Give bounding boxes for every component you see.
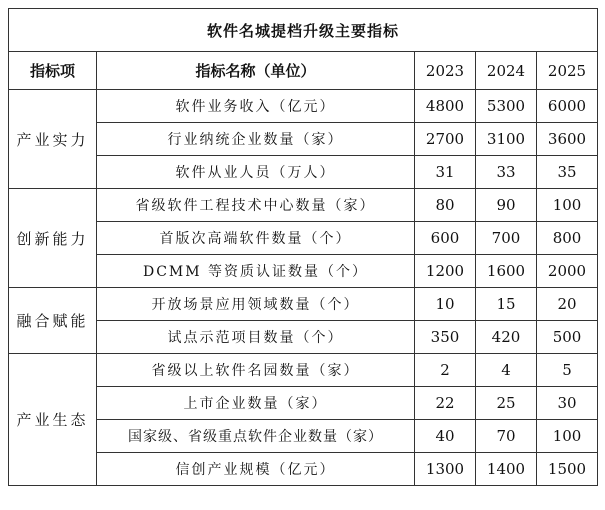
value-cell: 2700 bbox=[415, 123, 476, 156]
value-cell: 15 bbox=[476, 288, 537, 321]
header-indicator: 指标名称（单位） bbox=[97, 52, 415, 90]
table-row bbox=[9, 90, 598, 123]
value-cell: 600 bbox=[415, 222, 476, 255]
indicator-cell: 省级以上软件名园数量（家） bbox=[97, 354, 415, 387]
header-category: 指标项 bbox=[9, 52, 97, 90]
header-year-2024: 2024 bbox=[476, 52, 537, 90]
value-cell: 350 bbox=[415, 321, 476, 354]
value-cell: 25 bbox=[476, 387, 537, 420]
value-cell: 1600 bbox=[476, 255, 537, 288]
value-cell: 22 bbox=[415, 387, 476, 420]
category-cell: 创新能力 bbox=[9, 189, 97, 288]
value-cell: 800 bbox=[537, 222, 598, 255]
value-cell: 3600 bbox=[537, 123, 598, 156]
table-row bbox=[9, 387, 598, 420]
value-cell: 1500 bbox=[537, 453, 598, 486]
header-year-2023: 2023 bbox=[415, 52, 476, 90]
table-row bbox=[9, 354, 598, 387]
indicator-cell: 试点示范项目数量（个） bbox=[97, 321, 415, 354]
indicator-cell: 开放场景应用领域数量（个） bbox=[97, 288, 415, 321]
table-row bbox=[9, 453, 598, 486]
value-cell: 31 bbox=[415, 156, 476, 189]
table-row bbox=[9, 123, 598, 156]
value-cell: 70 bbox=[476, 420, 537, 453]
table-row bbox=[9, 222, 598, 255]
value-cell: 4800 bbox=[415, 90, 476, 123]
header-row bbox=[9, 52, 598, 90]
value-cell: 100 bbox=[537, 189, 598, 222]
value-cell: 1300 bbox=[415, 453, 476, 486]
table-row bbox=[9, 321, 598, 354]
value-cell: 100 bbox=[537, 420, 598, 453]
value-cell: 2 bbox=[415, 354, 476, 387]
indicator-cell: 上市企业数量（家） bbox=[97, 387, 415, 420]
table-row bbox=[9, 189, 598, 222]
table-row bbox=[9, 288, 598, 321]
value-cell: 35 bbox=[537, 156, 598, 189]
value-cell: 500 bbox=[537, 321, 598, 354]
table-row bbox=[9, 255, 598, 288]
value-cell: 5300 bbox=[476, 90, 537, 123]
indicator-cell: 国家级、省级重点软件企业数量（家） bbox=[97, 420, 415, 453]
value-cell: 40 bbox=[415, 420, 476, 453]
value-cell: 700 bbox=[476, 222, 537, 255]
indicator-cell: 信创产业规模（亿元） bbox=[97, 453, 415, 486]
category-cell: 产业实力 bbox=[9, 90, 97, 189]
value-cell: 5 bbox=[537, 354, 598, 387]
value-cell: 1400 bbox=[476, 453, 537, 486]
value-cell: 10 bbox=[415, 288, 476, 321]
value-cell: 420 bbox=[476, 321, 537, 354]
value-cell: 4 bbox=[476, 354, 537, 387]
value-cell: 1200 bbox=[415, 255, 476, 288]
title-row bbox=[9, 9, 598, 52]
value-cell: 30 bbox=[537, 387, 598, 420]
indicator-cell: 软件从业人员（万人） bbox=[97, 156, 415, 189]
indicator-cell: 行业纳统企业数量（家） bbox=[97, 123, 415, 156]
value-cell: 6000 bbox=[537, 90, 598, 123]
value-cell: 3100 bbox=[476, 123, 537, 156]
indicator-cell: DCMM 等资质认证数量（个） bbox=[97, 255, 415, 288]
indicator-cell: 省级软件工程技术中心数量（家） bbox=[97, 189, 415, 222]
indicator-cell: 软件业务收入（亿元） bbox=[97, 90, 415, 123]
table-row bbox=[9, 156, 598, 189]
value-cell: 20 bbox=[537, 288, 598, 321]
category-cell: 融合赋能 bbox=[9, 288, 97, 354]
value-cell: 80 bbox=[415, 189, 476, 222]
indicator-table bbox=[8, 8, 598, 486]
value-cell: 2000 bbox=[537, 255, 598, 288]
indicator-cell: 首版次高端软件数量（个） bbox=[97, 222, 415, 255]
table-row bbox=[9, 420, 598, 453]
indicator-table-container bbox=[8, 8, 598, 486]
table-title: 软件名城提档升级主要指标 bbox=[9, 9, 598, 52]
value-cell: 90 bbox=[476, 189, 537, 222]
value-cell: 33 bbox=[476, 156, 537, 189]
category-cell: 产业生态 bbox=[9, 354, 97, 486]
header-year-2025: 2025 bbox=[537, 52, 598, 90]
